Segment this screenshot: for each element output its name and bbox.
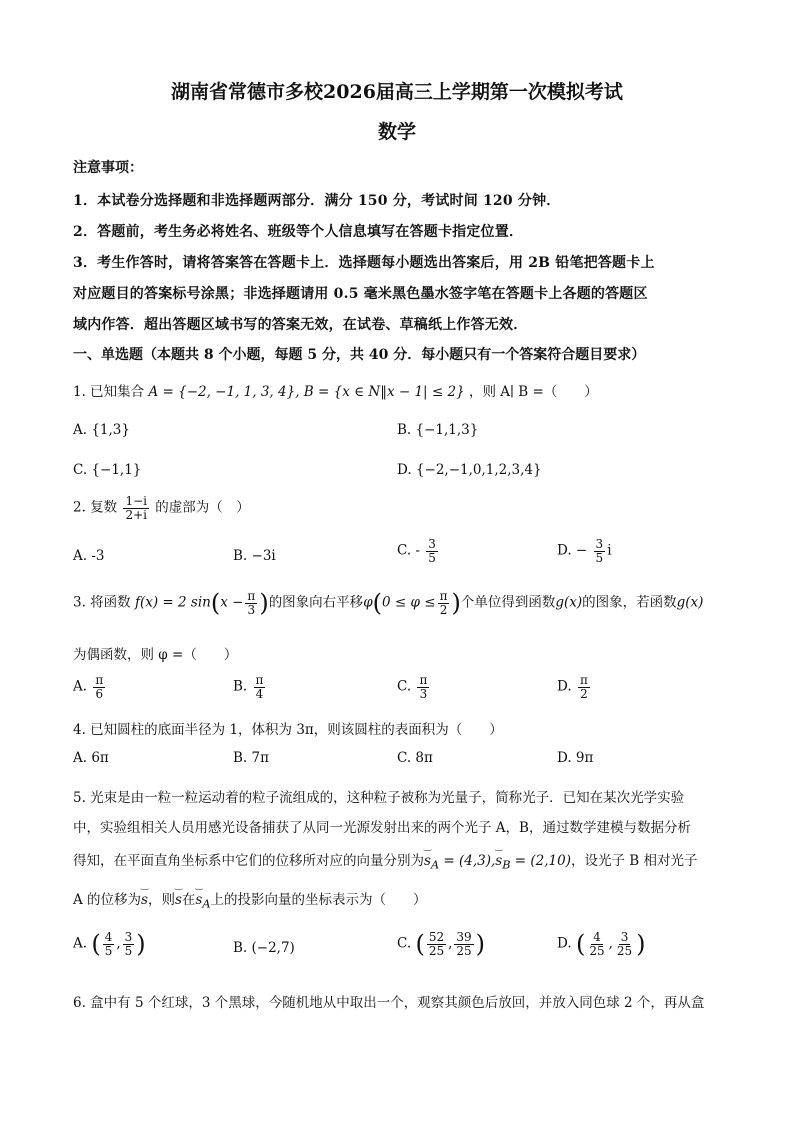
q3-option-b (233, 674, 267, 700)
q5-option-d: D. ( $\frac{4}{25}$ , $\frac{3}{25}$ ) (557, 929, 646, 958)
q5-d-frac-2 (615, 931, 634, 957)
q5-a-d2: 5 (124, 943, 133, 958)
q3-option-d-num: π (579, 673, 588, 687)
q2-option-a: A. -3 (73, 548, 105, 564)
q3-gx-2: g(x) (676, 594, 704, 611)
q5-sA2-letter: s (195, 892, 203, 908)
notice-item-3-line-2: 对应题目的答案标号涂黑；非选择题请用 0.5 毫米黑色墨水签字笔在答题卡上各题的答题区 (73, 286, 648, 302)
q3-pi-den: 3 (247, 602, 256, 617)
q3-option-c (397, 674, 431, 700)
q4-option-c: C. 8π (397, 750, 433, 766)
q1-option-a: A. {1,3} (73, 422, 130, 438)
q3-func: f(x) = 2 sin (134, 594, 211, 611)
exam-title: 湖南省常德市多校2026届高三上学期第一次模拟考试 (171, 81, 623, 103)
q5-d-paren-open: ( (575, 930, 586, 958)
q3-option-d-frac (578, 674, 590, 700)
q5-sB-sub: B (502, 858, 511, 872)
q5-sB-letter: s (495, 853, 503, 869)
q5-c-frac-2 (454, 931, 473, 957)
q3-option-b-den: 4 (255, 686, 264, 701)
q3-option-a (73, 674, 107, 700)
q3-option-a-num: π (95, 673, 104, 687)
q5-option-d-label: D. (557, 935, 572, 952)
q3-paren-close: ) (259, 589, 269, 617)
q2-option-c-label: C. - (397, 542, 420, 559)
q5-line-4-d: 上的投影向量的坐标表示为（ ） (210, 892, 427, 908)
q4-option-a: A. 6π (73, 750, 109, 766)
q5-vector-sA-2 (195, 892, 210, 911)
question-4-stem: 4. 已知圆柱的底面半径为 1，体积为 3π，则该圆柱的表面积为（ ） (73, 722, 503, 738)
q3-mid2: 个单位得到函数 (460, 594, 556, 611)
q2-option-d-num: 3 (595, 537, 604, 551)
q3-mid: 的图象向右平移 (268, 594, 364, 611)
notice-item-1: 1．本试卷分选择题和非选择题两部分．满分 150 分，考试时间 120 分钟． (73, 193, 561, 209)
q5-option-c-label: C. (397, 935, 412, 952)
q3-pi-num: π (247, 588, 256, 603)
q4-option-b: B. 7π (233, 750, 269, 766)
q3-option-a-den: 6 (95, 686, 104, 701)
q5-option-b: B. (−2,7) (233, 940, 295, 956)
q3-option-c-label: C. (397, 678, 412, 695)
q3-option-d-label: D. (557, 678, 572, 695)
q2-option-b: B. −3i (233, 548, 276, 564)
q5-line-4-b: ，则 (147, 892, 175, 908)
q5-d-n1: 4 (593, 929, 601, 944)
q3-option-c-num: π (419, 673, 428, 687)
q5-option-a: A. ( $\frac{4}{5}$ , $\frac{3}{5}$ ) (73, 929, 146, 958)
q2-denominator: 2+i (125, 507, 147, 522)
q6-line-1: 6. 盒中有 5 个红球，3 个黑球，今随机地从中取出一个，观察其颜色后放回，并放入同色球 2 个，再从盒 (73, 995, 705, 1011)
q3-option-c-frac (417, 674, 429, 700)
q5-sA-sub: A (430, 858, 440, 872)
q5-d-paren-close: ) (636, 930, 646, 958)
q2-option-d-tail: i (607, 542, 612, 559)
q5-line-4 (73, 888, 426, 911)
q5-a-d1: 5 (104, 943, 113, 958)
q3-option-d (557, 674, 592, 700)
q3-prefix: 3. 将函数 (73, 594, 131, 611)
section-1-heading: 一、单选题（本题共 8 个小题，每题 5 分，共 40 分．每小题只有一个答案符合题目要求） (73, 347, 646, 363)
q5-d-d1: 25 (589, 943, 605, 958)
question-2-stem (73, 495, 250, 521)
q5-c-paren-open: ( (415, 930, 425, 958)
q5-c-n2: 39 (456, 929, 472, 944)
q3-option-b-num: π (255, 673, 264, 687)
q2-suffix: 的虚部为（ ） (155, 499, 250, 516)
q1-option-c: C. {−1,1} (73, 462, 142, 478)
q5-a-frac-1 (103, 931, 115, 957)
exam-subject: 数学 (377, 121, 416, 143)
q3-pi-over-3 (245, 590, 257, 616)
question-3-stem (73, 589, 703, 617)
q5-a-paren-close: ) (136, 930, 146, 958)
q5-sB-value: = (2,10) (510, 853, 571, 869)
q5-c-n1: 52 (428, 929, 445, 944)
q3-option-a-frac (93, 674, 105, 700)
q3-range-open: ( (372, 589, 383, 617)
q3-phi: φ (363, 594, 373, 611)
q2-option-c-den: 5 (428, 550, 436, 565)
q5-a-frac-2 (123, 931, 135, 957)
q1-set-a: A = {−2, −1, 1, 3, 4} (148, 384, 296, 400)
q5-vector-s-2: ‿ s (175, 892, 182, 908)
q3-option-a-label: A. (73, 678, 88, 695)
q3-pi-over-2 (438, 590, 450, 616)
q1-prefix: 1. 已知集合 (73, 384, 145, 400)
notice-item-2: 2．答题前，考生务必将姓名、班级等个人信息填写在答题卡指定位置． (73, 224, 524, 240)
q3-range-pi: π (439, 588, 448, 603)
q5-option-a-label: A. (73, 935, 88, 952)
q3-range-two: 2 (439, 602, 448, 617)
q2-prefix: 2. 复数 (73, 499, 118, 516)
q5-vector-sB (495, 853, 510, 872)
q5-vector-s: ‿ s (141, 892, 148, 908)
q2-fraction (123, 495, 149, 521)
q3-range: 0 ≤ φ ≤ (382, 594, 436, 611)
q5-c-d2: 25 (456, 943, 472, 958)
q5-c-frac-1 (427, 931, 446, 957)
q5-a-paren-open: ( (91, 930, 101, 958)
q5-vector-sA (424, 853, 439, 872)
q5-option-c: C. ( $\frac{52}{25}$ , $\frac{39}{25}$ ) (397, 929, 486, 958)
q1-option-d: D. {−2,−1,0,1,2,3,4} (397, 462, 542, 478)
q1-suffix: ，则 A∣ B =（ ） (468, 384, 598, 400)
q5-line-3 (73, 849, 698, 872)
q5-sA2-sub: A (202, 897, 211, 911)
q3-arg: x − (220, 594, 244, 611)
q4-option-d: D. 9π (557, 750, 594, 766)
q5-a-n2: 3 (124, 929, 133, 944)
q5-sA-value: = (4,3), (439, 853, 496, 869)
q2-option-d-frac (594, 538, 606, 564)
q3-option-b-frac (254, 674, 266, 700)
q1-set-b: , B = {x ∈ N‖x − 1| ≤ 2} (295, 384, 465, 400)
q2-option-c-num: 3 (428, 537, 436, 551)
q2-option-c (397, 538, 440, 564)
q3-option-d-den: 2 (580, 686, 588, 701)
q5-d-d2: 25 (616, 943, 633, 958)
q2-option-d-den: 5 (595, 550, 604, 565)
q5-a-n1: 4 (104, 929, 113, 944)
notice-item-3-line-3: 域内作答．超出答题区域书写的答案无效，在试卷、草稿纸上作答无效． (73, 317, 528, 333)
notice-item-3-line-1: 3．考生作答时，请将答案答在答题卡上．选择题每小题选出答案后，用 2B 铅笔把答题卡上 (73, 255, 655, 271)
q5-line-3-text: 得知，在平面直角坐标系中它们的位移所对应的向量分别为 (73, 853, 424, 869)
q2-numerator: 1−i (125, 494, 147, 508)
q1-option-b: B. {−1,1,3} (397, 422, 479, 438)
q3-option-b-label: B. (233, 678, 248, 695)
question-1-stem (73, 380, 598, 400)
q5-sA-letter: s (424, 853, 431, 869)
q2-option-d-label: D. − (557, 542, 588, 559)
notice-heading: 注意事项： (73, 160, 143, 176)
q3-paren-open: ( (210, 589, 221, 617)
q3-option-c-den: 3 (419, 686, 428, 701)
q2-option-d (557, 538, 612, 564)
q5-line-2: 中，实验组相关人员用感光设备捕获了从同一光源发射出来的两个光子 A，B，通过数学建模与数据分析 (73, 820, 691, 836)
q3-range-close: ) (451, 589, 461, 617)
q3-mid3: 的图象，若函数 (582, 594, 677, 611)
q5-c-d1: 25 (428, 943, 445, 958)
q5-line-4-a: A 的位移为 (73, 892, 142, 908)
q5-line-3-tail: ，设光子 B 相对光子 (570, 853, 698, 869)
q5-line-1: 5. 光束是由一粒一粒运动着的粒子流组成的，这种粒子被称为光量子，简称光子．已知在某次光学实验 (73, 790, 685, 806)
q5-d-n2: 3 (620, 929, 629, 944)
q3-gx: g(x) (555, 594, 583, 611)
q5-d-frac-1 (587, 931, 606, 957)
q3-line-2: 为偶函数，则 φ =（ ） (73, 647, 238, 663)
q2-option-c-frac (426, 538, 438, 564)
q5-line-4-c: 在 (181, 892, 196, 908)
q5-c-paren-close: ) (475, 930, 486, 958)
